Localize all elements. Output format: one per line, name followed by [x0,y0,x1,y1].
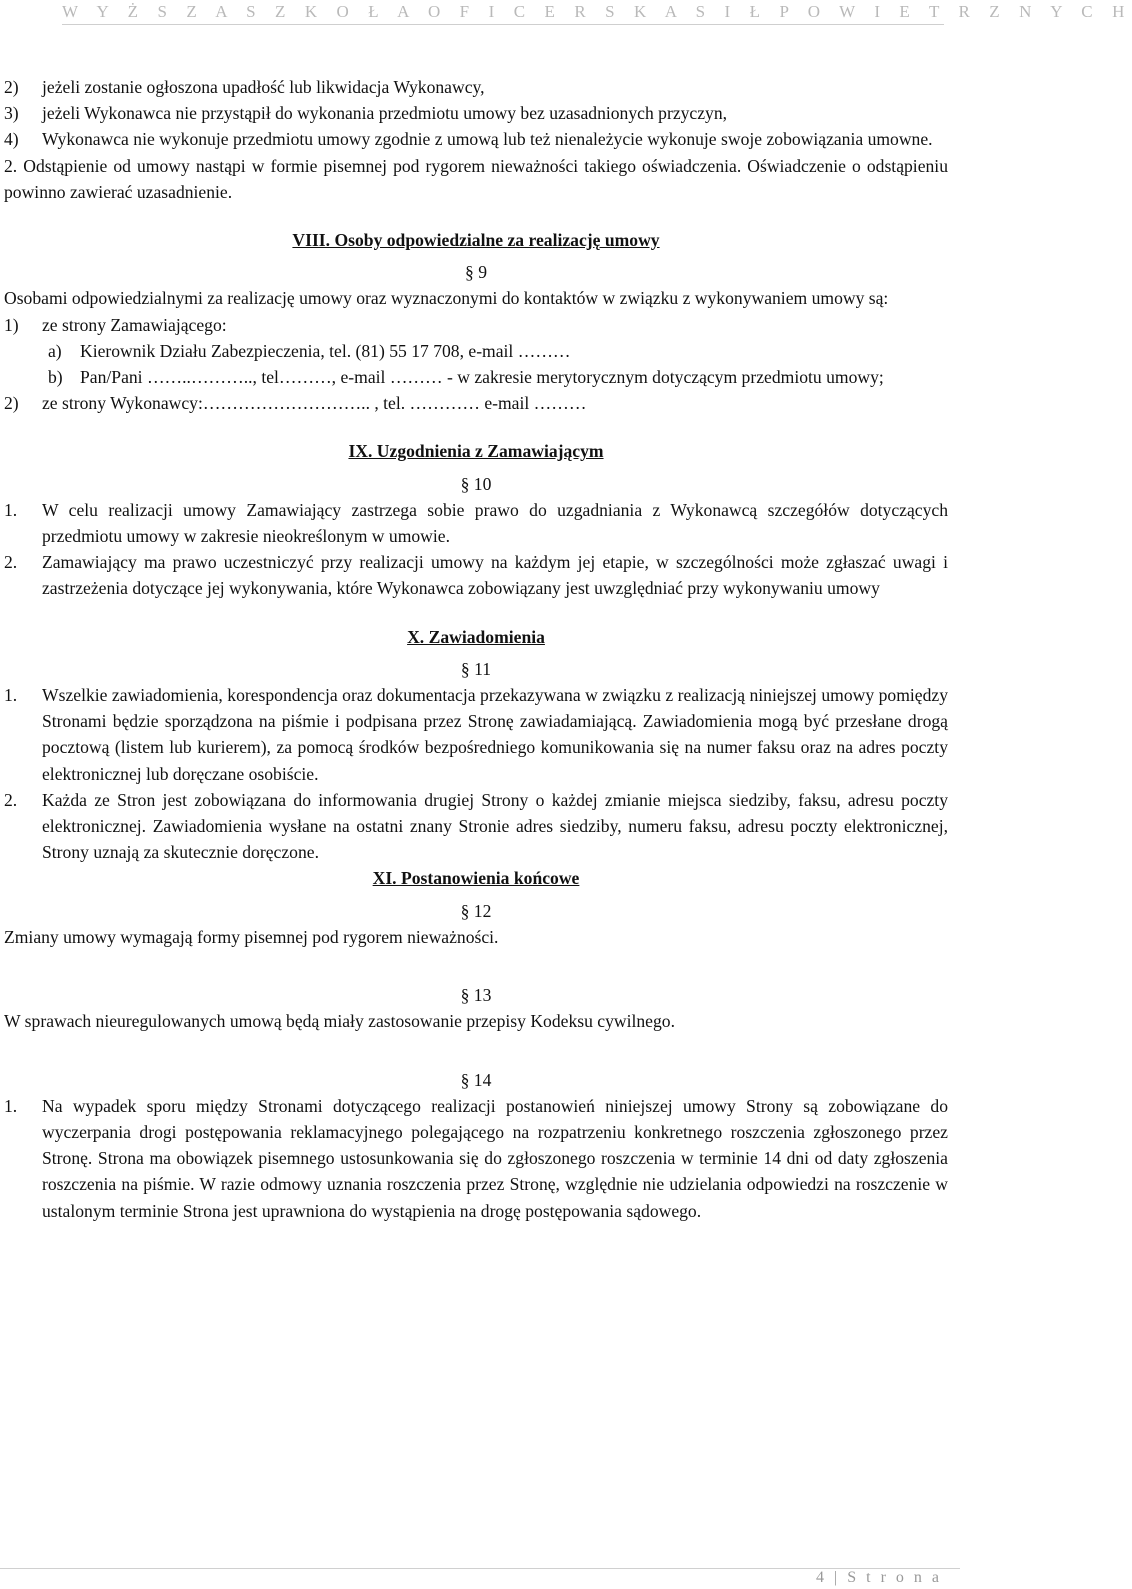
list-item [4,549,948,601]
item-number: 4) [4,129,19,150]
paragraph: Zmiany umowy wymagają formy pisemnej pod rygorem nieważności. [4,926,499,947]
document-body [4,74,948,1224]
item-number: 1. [4,1095,18,1116]
list-item [4,126,948,152]
item-text: W celu realizacji umowy Zamawiający zastrzega sobie prawo do uzgadniania z Wykonawcą szczegółów dotyczących przedmiotu umowy w zakresie nieokreślonym w umowie. [42,499,948,547]
paragraph-number: § 9 [465,262,487,283]
item-number: 3) [4,103,19,124]
list-item [4,74,948,100]
paragraph: Osobami odpowiedzialnymi za realizację umowy oraz wyznaczonymi do kontaktów w związku z wykonywaniem umowy są: [4,288,889,309]
section-title-viii: VIII. Osoby odpowiedzialne za realizację umowy [292,230,660,251]
paragraph-number: § 10 [460,473,492,494]
list-item [4,100,948,126]
list-item [4,312,948,338]
section-title-x: X. Zawiadomienia [407,626,545,647]
header-title: W Y Ż S Z A S Z K O Ł A O F I C E R S K A S I Ł P O W I E T R Z N Y C H [62,2,1132,21]
item-text: Na wypadek sporu między Stronami dotyczącego realizacji postanowień niniejszej umowy Strony są zobowiązane do wyczerpania drogi postępowania reklamacyjnego polegającego na rozpatrzeniu konkretnego roszczenia zgłoszonego przez Stronę. Strona ma obowiązek pisemnego ustosunkowania się do zgłoszonego roszczenia w terminie 14 dni od daty zgłoszenia roszczenia na piśmie. W razie odmowy uznania roszczenia przez Stronę, względnie nie udzielania odpowiedzi na roszczenie w ustalonym terminie Strona jest uprawniona do wystąpienia na drogę postępowania sądowego. [42,1095,948,1221]
item-number: 1. [4,499,18,520]
list-item [4,1093,948,1224]
section-title-xi: XI. Postanowienia końcowe [372,868,580,889]
item-text: Pan/Pani ……..……….., tel………, e-mail ……… - w zakresie merytorycznym dotyczącym przedmiotu umowy; [80,367,884,388]
header-divider [62,24,944,25]
list-item [4,787,948,866]
item-number: 2. [4,789,18,810]
list-item [4,497,948,549]
list-item [4,390,948,416]
section-title-ix: IX. Uzgodnienia z Zamawiającym [348,441,604,462]
paragraph-number: § 14 [460,1069,492,1090]
item-text: Wykonawca nie wykonuje przedmiotu umowy zgodnie z umową lub też nienależycie wykonuje swoje zobowiązania umowne. [42,129,933,150]
item-number: 2. [4,552,18,573]
item-number: 2) [4,393,19,414]
item-text: jeżeli Wykonawca nie przystąpił do wykonania przedmiotu umowy bez uzasadnionych przyczyn, [42,103,728,124]
item-text: jeżeli zostanie ogłoszona upadłość lub likwidacja Wykonawcy, [42,77,485,97]
paragraph-number: § 13 [460,985,492,1006]
item-text: Wszelkie zawiadomienia, korespondencja oraz dokumentacja przekazywana w związku z realizacją niniejszej umowy pomiędzy Stronami będzie sporządzona na piśmie i podpisana przez Stronę zawiadamiającą. Zawiadomienia mogą być przesłane drogą pocztową (listem lub kurierem), za pomocą środków bezpośredniego komunikowania się na numer faksu oraz na adres poczty elektronicznej lub doręczane osobiście. [42,685,948,784]
item-number: b) [48,367,63,388]
sub-list-item [4,338,948,364]
paragraph: W sprawach nieuregulowanych umową będą miały zastosowanie przepisy Kodeksu cywilnego. [4,1011,675,1032]
paragraph: 2. Odstąpienie od umowy nastąpi w formie pisemnej pod rygorem nieważności takiego oświadczenia. Oświadczenie o odstąpieniu powinno zawierać uzasadnienie. [4,155,948,202]
item-text: Zamawiający ma prawo uczestniczyć przy realizacji umowy na każdym jej etapie, w szczególności może zgłaszać uwagi i zastrzeżenia dotyczące jej wykonywania, które Wykonawca zobowiązany jest uwzględniać przy wykonywaniu umowy [42,552,948,599]
paragraph-number: § 12 [460,900,492,921]
list-item [4,682,948,787]
item-number: 1) [4,314,19,335]
item-text: Każda ze Stron jest zobowiązana do informowania drugiej Strony o każdej zmianie miejsca siedziby, faksu, adresu poczty elektronicznej. Zawiadomienia wysłane na ostatni znany Stronie adres siedziby, numeru faksu, adresu poczty elektronicznej, Strony uznają za skutecznie doręczone. [42,789,948,863]
item-text: Kierownik Działu Zabezpieczenia, tel. (81) 55 17 708, e-mail ……… [80,340,571,361]
item-text: ze strony Zamawiającego: [42,314,227,335]
item-number: a) [48,340,62,361]
item-number: 1. [4,685,18,706]
sub-list-item [4,364,948,390]
paragraph-number: § 11 [460,658,492,679]
page-number: 4 | S t r o n a [816,1569,942,1586]
item-text: ze strony Wykonawcy:……………………….. , tel. ………… e-mail ……… [42,393,587,414]
item-number: 2) [4,77,19,97]
